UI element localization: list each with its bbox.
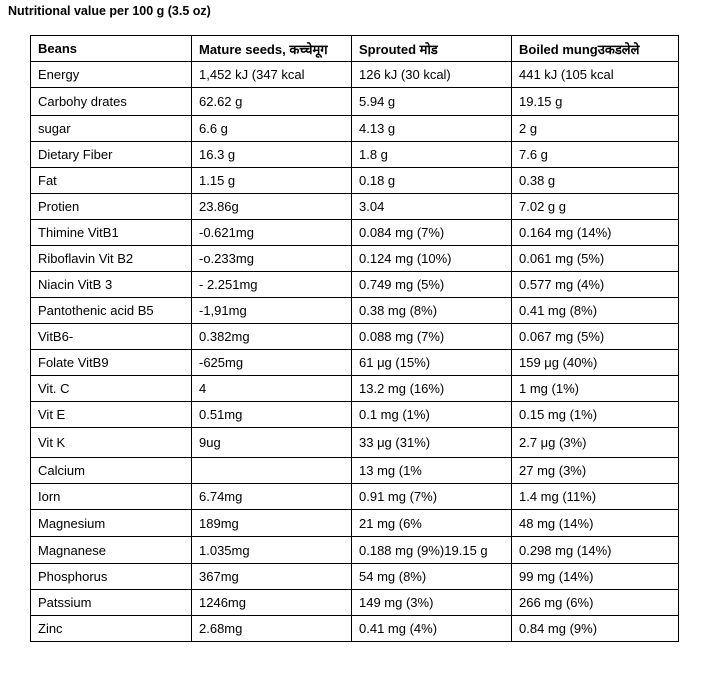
value-cell: 0.084 mg (7%) [352,220,512,246]
value-cell: 0.067 mg (5%) [512,324,679,350]
value-cell: 33 μg (31%) [352,428,512,458]
value-cell: 1 mg (1%) [512,376,679,402]
value-cell: -1,91mg [192,298,352,324]
table-row [31,616,679,642]
value-cell: 4.13 g [352,116,512,142]
table-row [31,350,679,376]
table-row [31,220,679,246]
table-row [31,116,679,142]
table-row [31,458,679,484]
table-row [31,194,679,220]
value-cell: 189mg [192,510,352,537]
value-cell: 0.84 mg (9%) [512,616,679,642]
value-cell: 16.3 g [192,142,352,168]
value-cell: 2.68mg [192,616,352,642]
value-cell: 21 mg (6% [352,510,512,537]
row-label-cell: Dietary Fiber [31,142,192,168]
row-label-cell: Niacin VitB 3 [31,272,192,298]
value-cell: 1246mg [192,590,352,616]
value-cell: 4 [192,376,352,402]
table-row [31,537,679,564]
row-label-cell: Thimine VitB1 [31,220,192,246]
value-cell [192,458,352,484]
value-cell: - 2.251mg [192,272,352,298]
table-row [31,62,679,88]
value-cell: 61 μg (15%) [352,350,512,376]
value-cell: 2 g [512,116,679,142]
table-row [31,564,679,590]
table-row [31,402,679,428]
value-cell: 0.061 mg (5%) [512,246,679,272]
value-cell: 0.51mg [192,402,352,428]
table-row [31,324,679,350]
value-cell: 54 mg (8%) [352,564,512,590]
value-cell: 0.577 mg (4%) [512,272,679,298]
value-cell: 441 kJ (105 kcal [512,62,679,88]
value-cell: -o.233mg [192,246,352,272]
value-cell: 0.164 mg (14%) [512,220,679,246]
value-cell: 9ug [192,428,352,458]
value-cell: 1.15 g [192,168,352,194]
value-cell: 0.15 mg (1%) [512,402,679,428]
row-label-cell: Zinc [31,616,192,642]
row-label-cell: sugar [31,116,192,142]
table-row [31,142,679,168]
value-cell: 126 kJ (30 kcal) [352,62,512,88]
value-cell: 6.74mg [192,484,352,510]
row-label-cell: Magnesium [31,510,192,537]
table-row [31,168,679,194]
row-label-cell: Fat [31,168,192,194]
row-label-cell: VitB6- [31,324,192,350]
value-cell: 7.6 g [512,142,679,168]
table-row [31,298,679,324]
row-label-cell: Pantothenic acid B5 [31,298,192,324]
value-cell: 0.41 mg (8%) [512,298,679,324]
row-label-cell: Vit E [31,402,192,428]
value-cell: 1.8 g [352,142,512,168]
value-cell: 48 mg (14%) [512,510,679,537]
value-cell: 19.15 g [512,88,679,116]
value-cell: 27 mg (3%) [512,458,679,484]
row-label-cell: Phosphorus [31,564,192,590]
value-cell: -0.621mg [192,220,352,246]
value-cell: 0.124 mg (10%) [352,246,512,272]
header-cell-sprouted: Sprouted मोड [352,36,512,62]
table-row [31,376,679,402]
value-cell: 3.04 [352,194,512,220]
value-cell: 13 mg (1% [352,458,512,484]
value-cell: 0.91 mg (7%) [352,484,512,510]
value-cell: 62.62 g [192,88,352,116]
value-cell: 266 mg (6%) [512,590,679,616]
header-cell-mature-seeds: Mature seeds, कच्चेमूग [192,36,352,62]
value-cell: 7.02 g g [512,194,679,220]
value-cell: 23.86g [192,194,352,220]
row-label-cell: Folate VitB9 [31,350,192,376]
row-label-cell: Carbohy drates [31,88,192,116]
value-cell: 0.41 mg (4%) [352,616,512,642]
value-cell: 0.749 mg (5%) [352,272,512,298]
value-cell: 0.382mg [192,324,352,350]
value-cell: 367mg [192,564,352,590]
row-label-cell: Iorn [31,484,192,510]
value-cell: 2.7 μg (3%) [512,428,679,458]
nutrition-table [30,35,679,642]
value-cell: 13.2 mg (16%) [352,376,512,402]
table-row [31,590,679,616]
value-cell: 1.035mg [192,537,352,564]
value-cell: 99 mg (14%) [512,564,679,590]
row-label-cell: Calcium [31,458,192,484]
value-cell: 0.298 mg (14%) [512,537,679,564]
header-row [31,36,679,62]
table-row [31,484,679,510]
row-label-cell: Energy [31,62,192,88]
value-cell: -625mg [192,350,352,376]
value-cell: 0.088 mg (7%) [352,324,512,350]
table-row [31,88,679,116]
row-label-cell: Protien [31,194,192,220]
value-cell: 0.38 g [512,168,679,194]
value-cell: 0.188 mg (9%)19.15 g [352,537,512,564]
header-cell-boiled: Boiled mungउकडलेले [512,36,679,62]
row-label-cell: Vit K [31,428,192,458]
row-label-cell: Patssium [31,590,192,616]
value-cell: 6.6 g [192,116,352,142]
value-cell: 149 mg (3%) [352,590,512,616]
value-cell: 159 μg (40%) [512,350,679,376]
row-label-cell: Magnanese [31,537,192,564]
value-cell: 1,452 kJ (347 kcal [192,62,352,88]
value-cell: 1.4 mg (11%) [512,484,679,510]
table-row [31,510,679,537]
value-cell: 0.1 mg (1%) [352,402,512,428]
table-row [31,272,679,298]
row-label-cell: Vit. C [31,376,192,402]
value-cell: 0.18 g [352,168,512,194]
value-cell: 0.38 mg (8%) [352,298,512,324]
table-row [31,428,679,458]
row-label-cell: Riboflavin Vit B2 [31,246,192,272]
header-cell-beans: Beans [31,36,192,62]
table-row [31,246,679,272]
value-cell: 5.94 g [352,88,512,116]
table-caption: Nutritional value per 100 g (3.5 oz) [8,4,211,18]
